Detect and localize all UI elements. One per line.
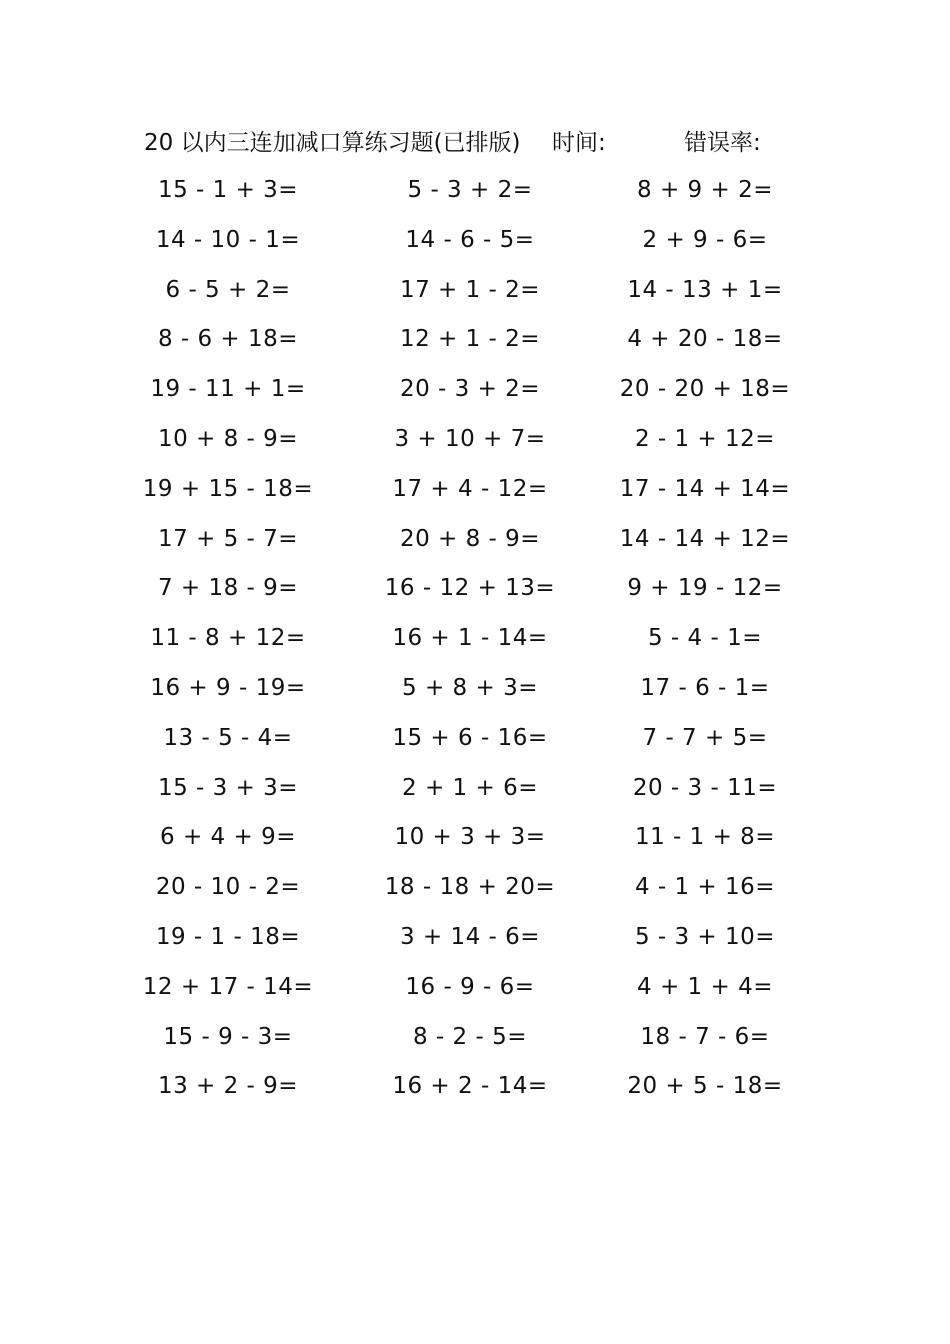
problem-grid [0,170,950,1116]
worksheet-header [144,125,824,161]
problem-item: 11 - 8 + 12= [150,625,306,652]
problem-item: 15 - 3 + 3= [157,774,299,801]
problem-row [0,618,950,668]
problem-item: 12 + 1 - 2= [399,326,541,353]
problem-item: 18 - 18 + 20= [384,874,556,901]
problem-row [0,469,950,519]
error-rate-label: 错误率: [684,130,761,156]
problem-item: 20 - 3 - 11= [632,774,778,801]
problem-item: 4 + 1 + 4= [637,973,773,1000]
problem-row [0,817,950,867]
problem-row [0,220,950,270]
problem-row [0,419,950,469]
problem-row [0,668,950,718]
problem-row [0,1017,950,1067]
problem-item: 6 - 5 + 2= [165,276,291,303]
problem-item: 16 - 9 - 6= [405,973,535,1000]
problem-item: 20 - 10 - 2= [155,874,301,901]
problem-row [0,319,950,369]
problem-item: 17 + 5 - 7= [157,525,299,552]
time-label: 时间: [552,130,606,156]
problem-item: 8 - 6 + 18= [157,326,299,353]
problem-row [0,917,950,967]
problem-item: 5 - 4 - 1= [647,625,762,652]
problem-item: 3 + 14 - 6= [399,923,541,950]
problem-item: 18 - 7 - 6= [640,1023,770,1050]
problem-item: 3 + 10 + 7= [394,425,546,452]
problem-item: 17 - 14 + 14= [619,475,791,502]
problem-item: 15 + 6 - 16= [392,724,548,751]
problem-item: 13 + 2 - 9= [157,1073,299,1100]
worksheet-title: 20 以内三连加减口算练习题(已排版) [144,130,521,156]
problem-item: 19 + 15 - 18= [142,475,314,502]
problem-row [0,1066,950,1116]
problem-item: 8 - 2 - 5= [412,1023,527,1050]
problem-item: 17 + 4 - 12= [392,475,548,502]
problem-item: 5 - 3 + 2= [407,177,533,203]
problem-item: 4 - 1 + 16= [634,874,776,901]
problem-item: 14 - 10 - 1= [155,226,301,253]
problem-item: 12 + 17 - 14= [142,973,314,1000]
problem-row [0,718,950,768]
problem-item: 2 + 1 + 6= [402,774,538,801]
problem-row [0,519,950,569]
problem-row [0,568,950,618]
problem-row [0,369,950,419]
problem-item: 20 - 20 + 18= [619,376,791,403]
problem-item: 15 - 1 + 3= [157,177,299,203]
problem-item: 5 + 8 + 3= [402,674,538,701]
problem-row [0,768,950,818]
problem-item: 14 - 6 - 5= [405,226,535,253]
problem-item: 16 - 12 + 13= [384,575,556,602]
problem-item: 9 + 19 - 12= [627,575,783,602]
problem-item: 17 + 1 - 2= [399,276,541,303]
problem-item: 19 - 1 - 18= [155,923,301,950]
problem-item: 13 - 5 - 4= [163,724,293,751]
problem-item: 8 + 9 + 2= [637,177,773,203]
problem-item: 14 - 14 + 12= [619,525,791,552]
problem-item: 20 - 3 + 2= [399,376,541,403]
problem-row [0,270,950,320]
problem-item: 17 - 6 - 1= [640,674,770,701]
problem-item: 20 + 5 - 18= [627,1073,783,1100]
problem-item: 7 - 7 + 5= [642,724,768,751]
problem-item: 15 - 9 - 3= [163,1023,293,1050]
problem-item: 2 - 1 + 12= [634,425,776,452]
problem-item: 10 + 8 - 9= [157,425,299,452]
problem-item: 20 + 8 - 9= [399,525,541,552]
problem-item: 7 + 18 - 9= [157,575,299,602]
problem-item: 16 + 1 - 14= [392,625,548,652]
problem-item: 14 - 13 + 1= [627,276,783,303]
problem-item: 16 + 9 - 19= [150,674,306,701]
problem-item: 6 + 4 + 9= [160,824,296,851]
problem-row [0,170,950,220]
problem-item: 16 + 2 - 14= [392,1073,548,1100]
problem-item: 10 + 3 + 3= [394,824,546,851]
problem-row [0,867,950,917]
problem-item: 2 + 9 - 6= [642,226,768,253]
problem-item: 11 - 1 + 8= [634,824,776,851]
problem-item: 4 + 20 - 18= [627,326,783,353]
problem-row [0,967,950,1017]
problem-item: 19 - 11 + 1= [150,376,306,403]
problem-item: 5 - 3 + 10= [634,923,776,950]
